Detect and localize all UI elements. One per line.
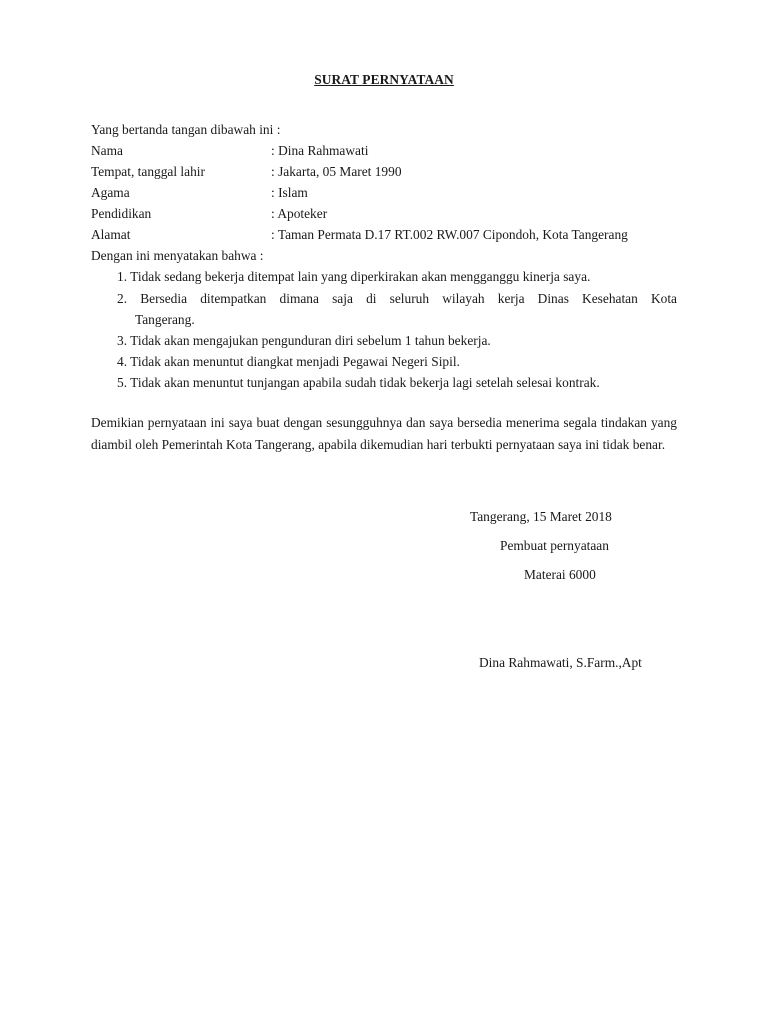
field-label: Alamat (91, 227, 131, 242)
list-item: 1. Tidak sedang bekerja ditempat lain yang diperkirakan akan mengganggu kinerja saya. (117, 269, 591, 284)
field-label: Tempat, tanggal lahir (91, 164, 205, 179)
list-item: 4. Tidak akan menuntut diangkat menjadi Pegawai Negeri Sipil. (117, 354, 460, 369)
signature-place-date: Tangerang, 15 Maret 2018 (470, 509, 612, 524)
list-item: 3. Tidak akan mengajukan pengunduran diri sebelum 1 tahun bekerja. (117, 333, 491, 348)
document-title: SURAT PERNYATAAN (314, 72, 454, 87)
signature-stamp: Materai 6000 (524, 567, 596, 582)
list-item: 2. Bersedia ditempatkan dimana saja di seluruh wilayah kerja Dinas Kesehatan Kota (117, 291, 677, 306)
closing-paragraph: Demikian pernyataan ini saya buat dengan sesungguhnya dan saya bersedia menerima segala tindakan yang diambil oleh Pemerintah Kota Tangerang, apabila dikemudian hari terbukti pernyataan saya ini tidak benar. (91, 415, 677, 452)
signature-role: Pembuat pernyataan (500, 538, 609, 553)
field-value: : Jakarta, 05 Maret 1990 (271, 164, 402, 179)
statement-intro: Dengan ini menyatakan bahwa : (91, 248, 264, 263)
field-value: : Apoteker (271, 206, 328, 221)
list-item: 5. Tidak akan menuntut tunjangan apabila sudah tidak bekerja lagi setelah selesai kontrak. (117, 375, 600, 390)
field-value: : Islam (271, 185, 308, 200)
field-label: Pendidikan (91, 206, 152, 221)
list-item-continuation: Tangerang. (135, 312, 195, 327)
field-value: : Taman Permata D.17 RT.002 RW.007 Cipondoh, Kota Tangerang (271, 227, 628, 242)
intro-text: Yang bertanda tangan dibawah ini : (91, 122, 281, 137)
field-value: : Dina Rahmawati (271, 143, 369, 158)
signature-name: Dina Rahmawati, S.Farm.,Apt (479, 655, 642, 670)
field-label: Nama (91, 143, 123, 158)
field-label: Agama (91, 185, 130, 200)
